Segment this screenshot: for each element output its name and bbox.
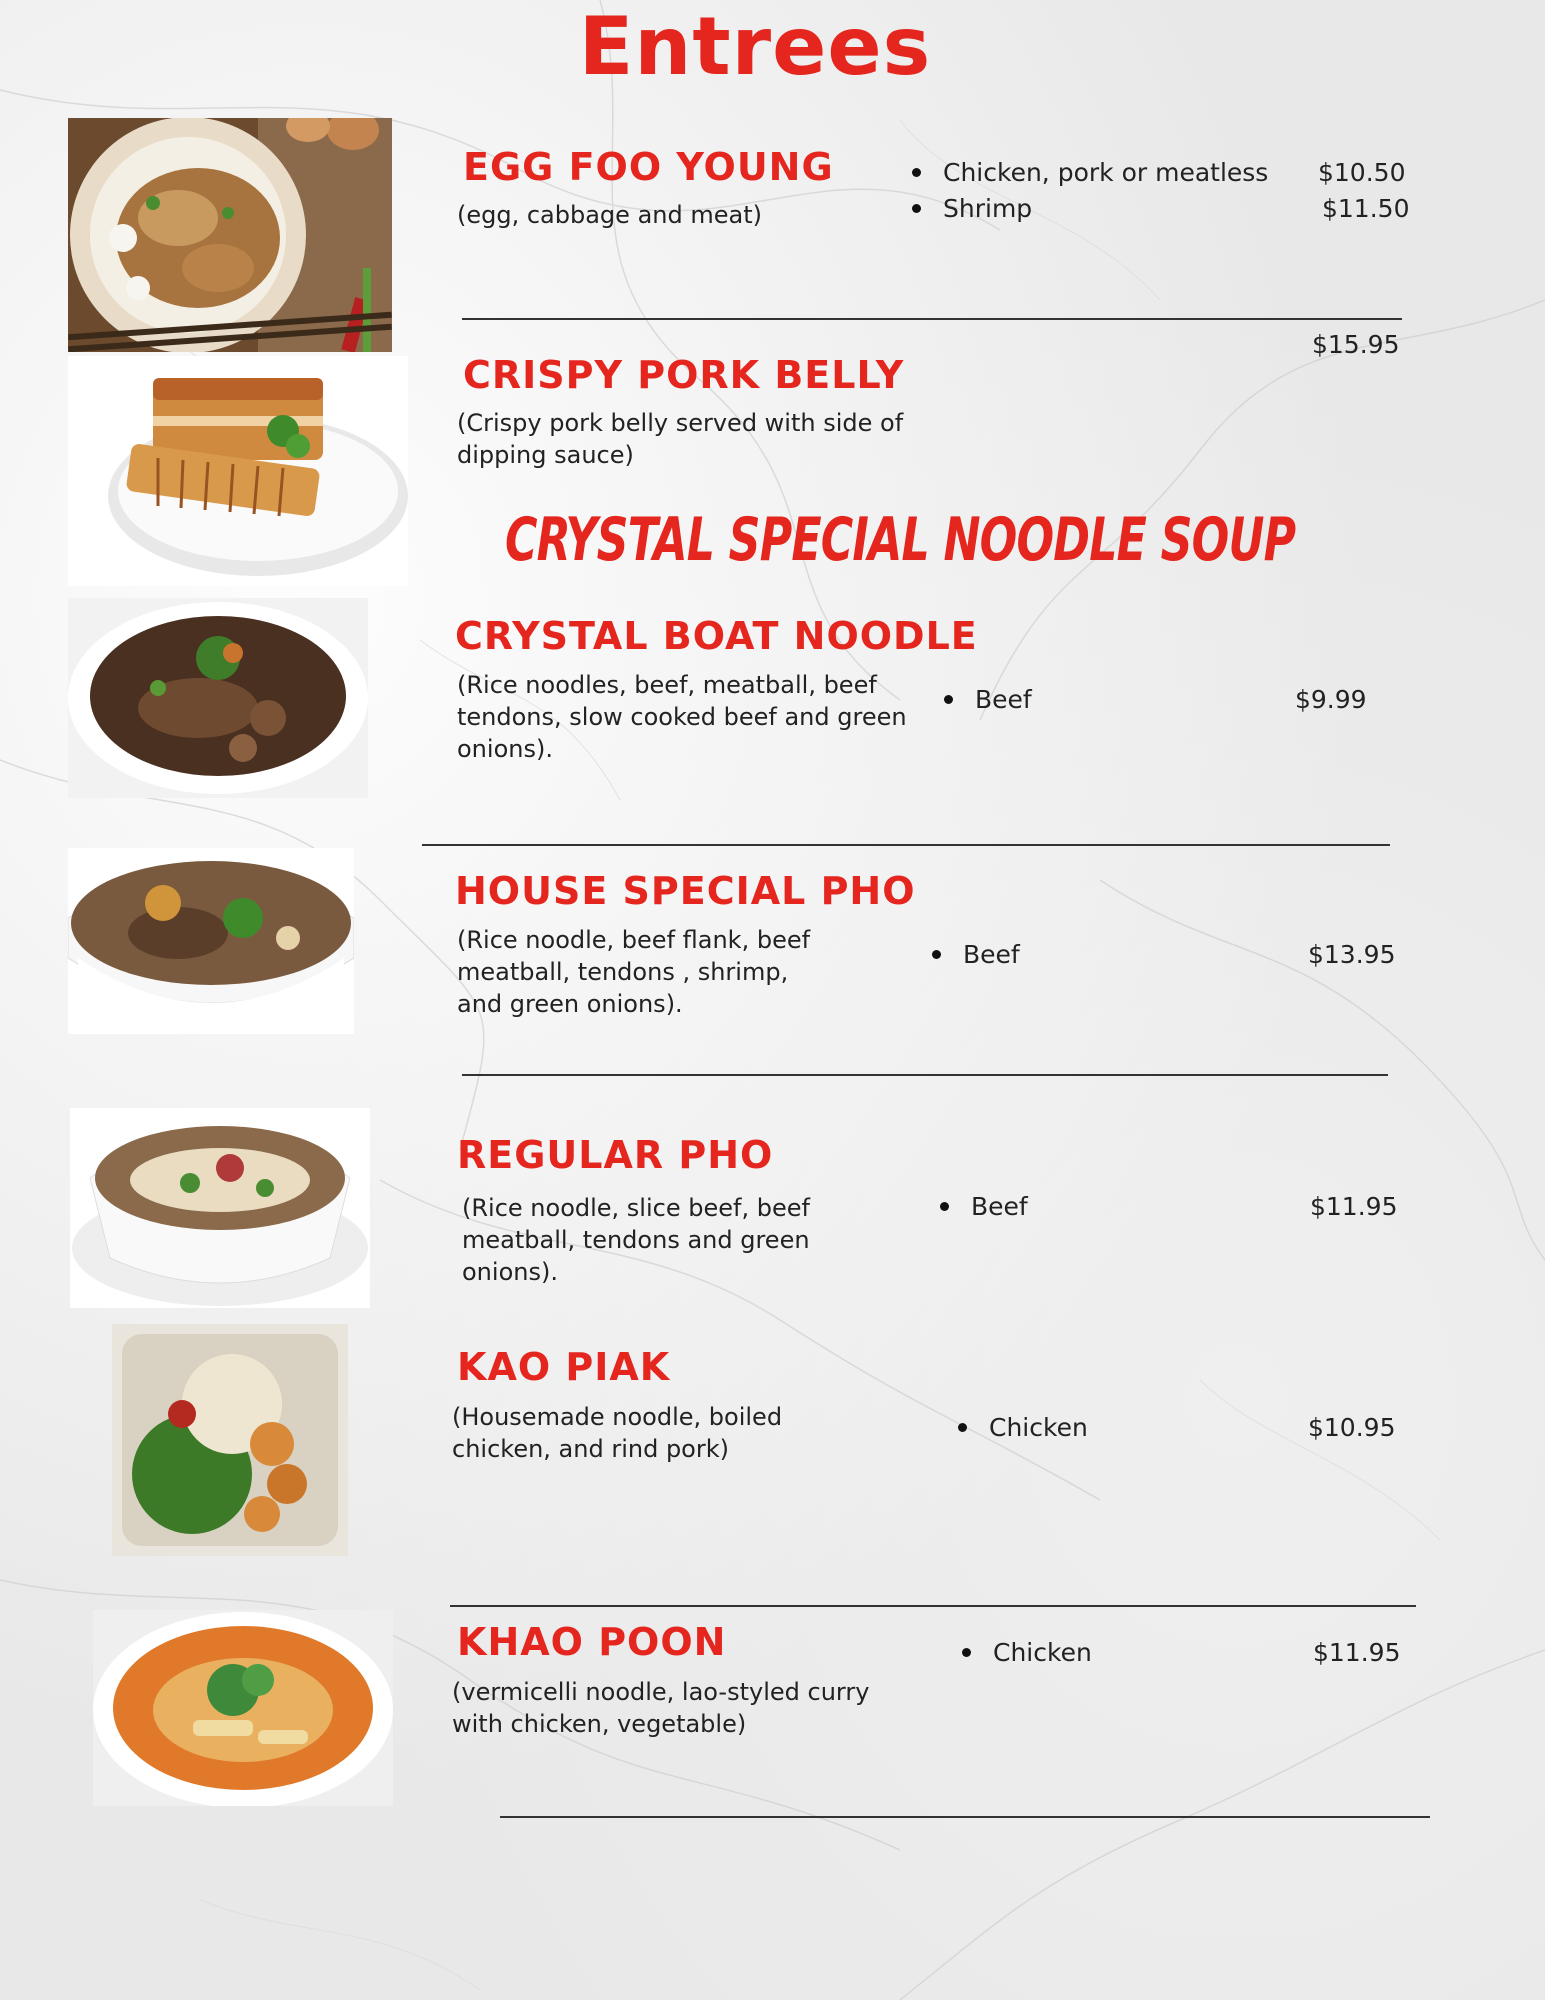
item-desc-kao-piak: (Housemade noodle, boiled chicken, and rind pork) [452, 1403, 783, 1463]
divider [422, 844, 1390, 846]
option-beef [932, 940, 1020, 969]
price-regular-pho: $11.95 [1310, 1192, 1398, 1221]
item-name-khao-poon: KHAO POON [457, 1620, 727, 1664]
option-label: Beef [971, 1192, 1028, 1221]
price-chicken-pork-meatless: $10.50 [1318, 158, 1406, 187]
khao-poon-photo [93, 1610, 393, 1806]
bullet-icon [958, 1423, 967, 1432]
section-title: CRYSTAL SPECIAL NOODLE SOUP [505, 505, 1296, 575]
divider [462, 318, 1402, 320]
price-crispy-pork-belly: $15.95 [1312, 330, 1400, 359]
price-crystal-boat-noodle: $9.99 [1295, 685, 1367, 714]
bullet-icon [944, 695, 953, 704]
option-label: Chicken, pork or meatless [943, 158, 1269, 187]
item-desc-egg-foo-young: (egg, cabbage and meat) [457, 201, 762, 229]
price-khao-poon: $11.95 [1313, 1638, 1401, 1667]
price-kao-piak: $10.95 [1308, 1413, 1396, 1442]
item-desc-regular-pho: (Rice noodle, slice beef, beef meatball, tendons and green onions). [462, 1194, 810, 1286]
regular-pho-photo [70, 1108, 370, 1308]
kao-piak-photo [112, 1324, 348, 1556]
option-chicken [962, 1638, 1092, 1667]
bullet-icon [940, 1202, 949, 1211]
item-desc-khao-poon: (vermicelli noodle, lao-styled curry with chicken, vegetable) [452, 1678, 870, 1738]
item-name-regular-pho: REGULAR PHO [457, 1133, 774, 1177]
item-name-crystal-boat-noodle: CRYSTAL BOAT NOODLE [455, 614, 978, 658]
divider [462, 1074, 1388, 1076]
option-shrimp [912, 194, 1032, 223]
option-beef [940, 1192, 1028, 1221]
item-desc-house-special-pho: (Rice noodle, beef flank, beef meatball, tendons , shrimp, and green onions). [457, 926, 811, 1018]
option-label: Chicken [993, 1638, 1092, 1667]
item-name-egg-foo-young: EGG FOO YOUNG [463, 145, 834, 189]
item-name-house-special-pho: HOUSE SPECIAL PHO [455, 869, 916, 913]
bullet-icon [912, 204, 921, 213]
divider [500, 1816, 1430, 1818]
bullet-icon [932, 950, 941, 959]
option-label: Beef [975, 685, 1032, 714]
option-chicken [958, 1413, 1088, 1442]
item-name-kao-piak: KAO PIAK [457, 1345, 671, 1389]
price-shrimp: $11.50 [1322, 194, 1410, 223]
option-label: Shrimp [943, 194, 1033, 223]
divider [450, 1605, 1416, 1607]
item-desc-crispy-pork-belly: (Crispy pork belly served with side of dipping sauce) [457, 409, 904, 469]
item-name-crispy-pork-belly: CRISPY PORK BELLY [463, 353, 905, 397]
page-title: Entrees [578, 0, 932, 93]
bullet-icon [912, 168, 921, 177]
bullet-icon [962, 1648, 971, 1657]
option-label: Beef [963, 940, 1020, 969]
crispy-pork-belly-photo [68, 356, 408, 586]
egg-foo-young-photo [68, 118, 392, 352]
house-special-pho-photo [68, 848, 354, 1034]
price-house-special-pho: $13.95 [1308, 940, 1396, 969]
crystal-boat-noodle-photo [68, 598, 368, 798]
item-desc-crystal-boat-noodle: (Rice noodles, beef, meatball, beef tendons, slow cooked beef and green onions). [457, 671, 907, 763]
option-beef [944, 685, 1032, 714]
option-label: Chicken [989, 1413, 1088, 1442]
option-chicken-pork-meatless [912, 158, 1268, 187]
